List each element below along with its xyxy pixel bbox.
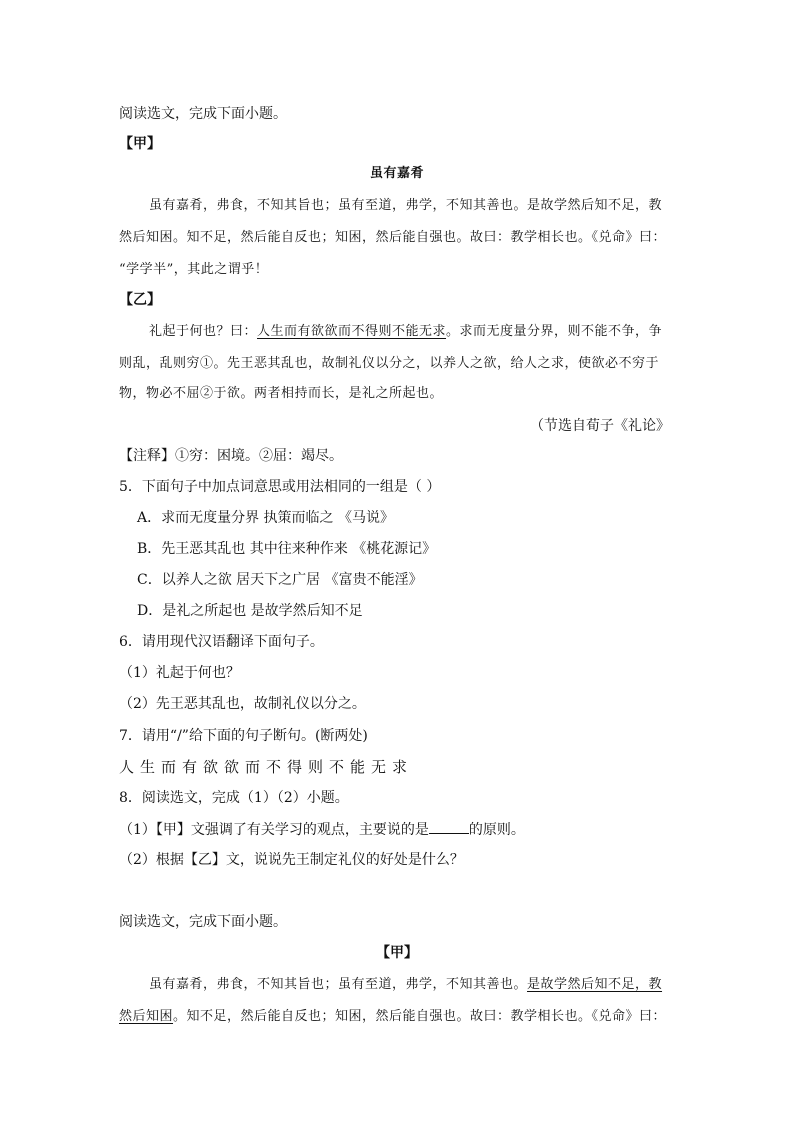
- passage-yi-line-2: 则乱，乱则穷①。先王恶其乱也，故制礼仪以分之，以养人之欲，给人之求，使欲必不穷于: [119, 356, 660, 371]
- underlined-phrase-2: 然后知困: [119, 1009, 174, 1024]
- question-8: 8．阅读选文，完成（1）（2）小题。: [119, 790, 349, 806]
- question-6-item-2: （2）先王恶其乱也，故制礼仪以分之。: [119, 696, 366, 712]
- question-7-sentence: 人生而有欲欲而不得则不能无求: [119, 758, 414, 776]
- passage-yi-line-3: 物，物必不屈②于欲。两者相持而长，是礼之所起也。: [119, 386, 444, 401]
- passage-jia-line-3: “学学半”，其此之谓乎！: [119, 262, 269, 277]
- answer-blank[interactable]: [429, 819, 469, 834]
- reading-instruction: 阅读选文，完成下面小题。: [119, 106, 287, 122]
- question-5-option-a: A．求而无度量分界 执策而临之 《马说》: [137, 510, 395, 526]
- passage-jia-line-1: 虽有嘉肴，弗食，不知其旨也；虽有至道，弗学，不知其善也。是故学然后知不足，教: [149, 198, 663, 213]
- question-5-option-d: D．是礼之所起也 是故学然后知不足: [137, 603, 363, 619]
- underlined-phrase: 是故学然后知不足，教: [527, 977, 663, 992]
- passage-yi-line-1: 礼起于何也？曰：人生而有欲欲而不得则不能无求。求而无度量分界，则不能不争，争: [149, 324, 663, 339]
- passage-jia-line-2: 然后知困。知不足，然后能自反也；知困，然后能自强也。故曰：教学相长也。《兑命》曰：: [119, 230, 667, 245]
- underlined-sentence: 人生而有欲欲而不得则不能无求: [257, 324, 447, 339]
- reading-instruction-2: 阅读选文，完成下面小题。: [119, 914, 287, 930]
- question-5-option-c: C．以养人之欲 居天下之广居 《富贵不能淫》: [137, 572, 423, 588]
- question-5-option-b: B．先王恶其乱也 其中往来种作来 《桃花源记》: [137, 541, 437, 557]
- section-jia-label: 【甲】: [119, 136, 161, 152]
- passage-jia2-line-1: 虽有嘉肴，弗食，不知其旨也；虽有至道，弗学，不知其善也。是故学然后知不足，教: [149, 977, 663, 992]
- question-8-item-2: （2）根据【乙】文，说说先王制定礼仪的好处是什么？: [119, 852, 464, 868]
- question-7: 7．请用“/”给下面的句子断句。(断两处): [119, 728, 368, 744]
- question-8-item-1: （1）【甲】文强调了有关学习的观点，主要说的是 的原则。: [119, 819, 525, 840]
- passage-jia2-line-2: 然后知困。知不足，然后能自反也；知困，然后能自强也。故曰：教学相长也。《兑命》曰：: [119, 1009, 667, 1024]
- question-6: 6．请用现代汉语翻译下面句子。: [119, 634, 324, 650]
- question-6-item-1: （1）礼起于何也？: [119, 665, 240, 681]
- annotation-note: 【注释】①穷：困境。②屈：竭尽。: [119, 448, 343, 464]
- question-5: 5．下面句子中加点词意思或用法相同的一组是（ ）: [119, 479, 441, 495]
- section-yi-label: 【乙】: [119, 292, 161, 308]
- passage-title: 虽有嘉肴: [369, 166, 424, 181]
- source-citation: （节选自荀子《礼论》: [530, 418, 670, 434]
- section-jia-label-2: 【甲】: [376, 945, 418, 961]
